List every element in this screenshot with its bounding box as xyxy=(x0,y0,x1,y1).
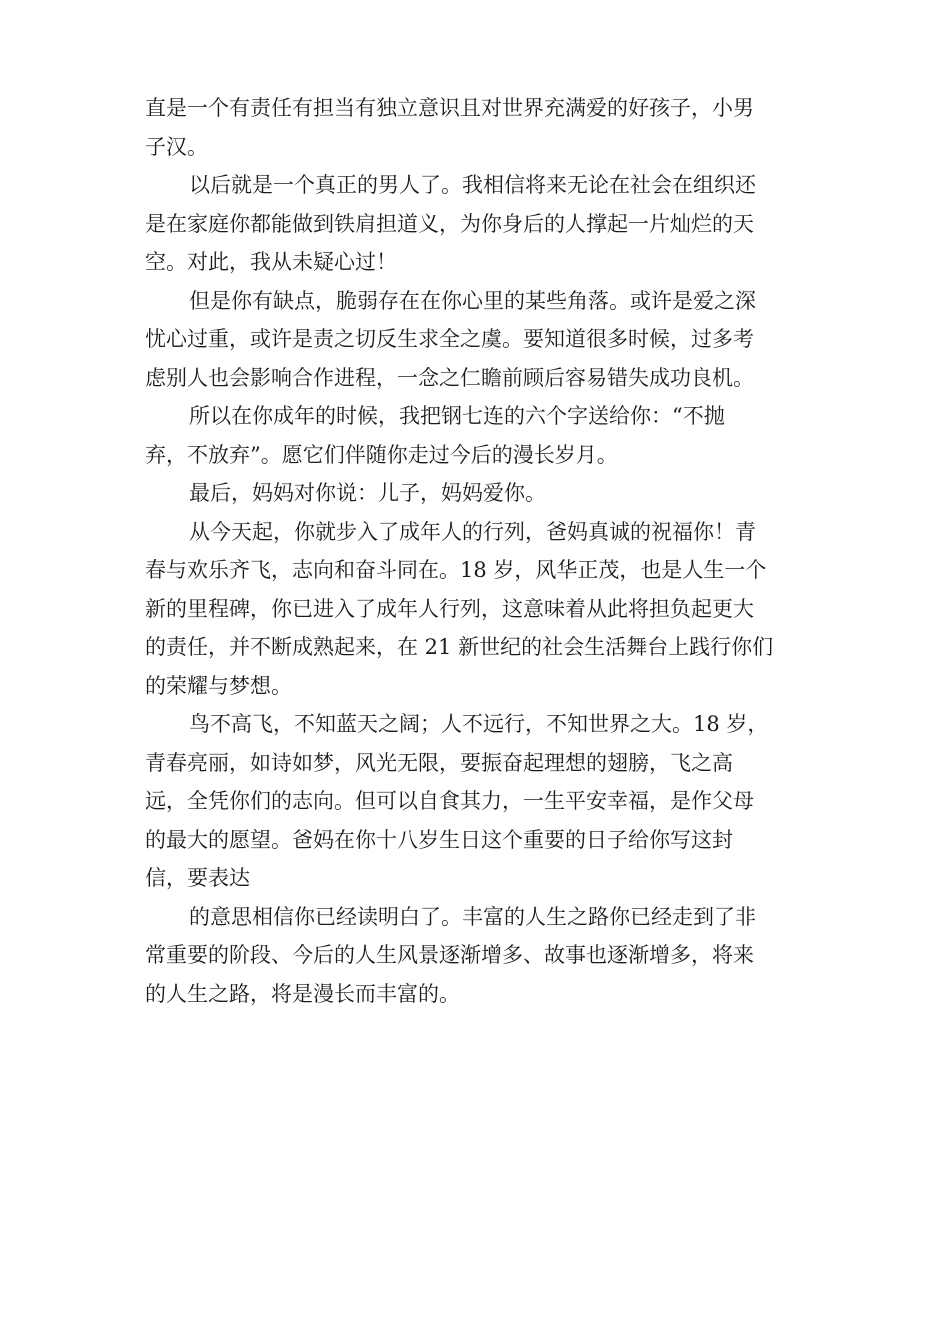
text-line: 空。对此，我从未疑心过！ xyxy=(145,250,397,274)
text-line: 子汉。 xyxy=(145,134,208,159)
text-line: 的责任，并不断成熟起来，在 21 新世纪的社会生活舞台上践行你们 xyxy=(145,635,774,659)
text-line: 忧心过重，或许是责之切反生求全之虞。要知道很多时候，过多考 xyxy=(145,327,754,351)
text-line: 远，全凭你们的志向。但可以自食其力，一生平安幸福，是作父母 xyxy=(145,789,754,813)
paragraph xyxy=(145,89,810,166)
text-line: 青春亮丽，如诗如梦，风光无限，要振奋起理想的翅膀，飞之高 xyxy=(145,750,733,775)
text-line: 信，要表达 xyxy=(145,866,250,890)
text-line: 的人生之路，将是漫长而丰富的。 xyxy=(145,981,460,1006)
letter-body xyxy=(145,89,810,1013)
paragraph xyxy=(145,513,810,706)
text-line: 但是你有缺点，脆弱存在在你心里的某些角落。或许是爱之深 xyxy=(189,288,756,313)
text-line: 虑别人也会影响合作进程，一念之仁瞻前顾后容易错失成功良机。 xyxy=(145,365,754,390)
paragraph xyxy=(145,282,810,398)
text-line: 最后，妈妈对你说：儿子，妈妈爱你。 xyxy=(189,481,546,505)
text-line: 直是一个有责任有担当有独立意识且对世界充满爱的好孩子，小男 xyxy=(145,96,754,120)
text-line: 以后就是一个真正的男人了。我相信将来无论在社会在组织还 xyxy=(189,173,756,197)
text-line: 的荣耀与梦想。 xyxy=(145,673,292,698)
text-line: 的最大的愿望。爸妈在你十八岁生日这个重要的日子给你写这封 xyxy=(145,827,733,852)
paragraph xyxy=(145,474,810,513)
text-line: 从今天起，你就步入了成年人的行列，爸妈真诚的祝福你！青 xyxy=(189,519,756,544)
paragraph xyxy=(145,705,810,898)
text-line: 常重要的阶段、今后的人生风景逐渐增多、故事也逐渐增多，将来 xyxy=(145,943,754,967)
text-line: 弃，不放弃”。愿它们伴随你走过今后的漫长岁月。 xyxy=(145,442,618,467)
paragraph xyxy=(145,397,810,474)
paragraph xyxy=(145,166,810,282)
text-line: 是在家庭你都能做到铁肩担道义，为你身后的人撑起一片灿烂的天 xyxy=(145,211,754,236)
text-line: 新的里程碑，你已进入了成年人行列，这意味着从此将担负起更大 xyxy=(145,596,754,621)
paragraph xyxy=(145,898,810,1014)
text-line: 的意思相信你已经读明白了。丰富的人生之路你已经走到了非 xyxy=(189,904,756,929)
text-line: 春与欢乐齐飞，志向和奋斗同在。18 岁，风华正茂，也是人生一个 xyxy=(145,558,767,582)
text-line: 所以在你成年的时候，我把钢七连的六个字送给你：“不抛 xyxy=(189,404,725,428)
text-line: 鸟不高飞，不知蓝天之阔；人不远行，不知世界之大。18 岁， xyxy=(189,712,769,736)
